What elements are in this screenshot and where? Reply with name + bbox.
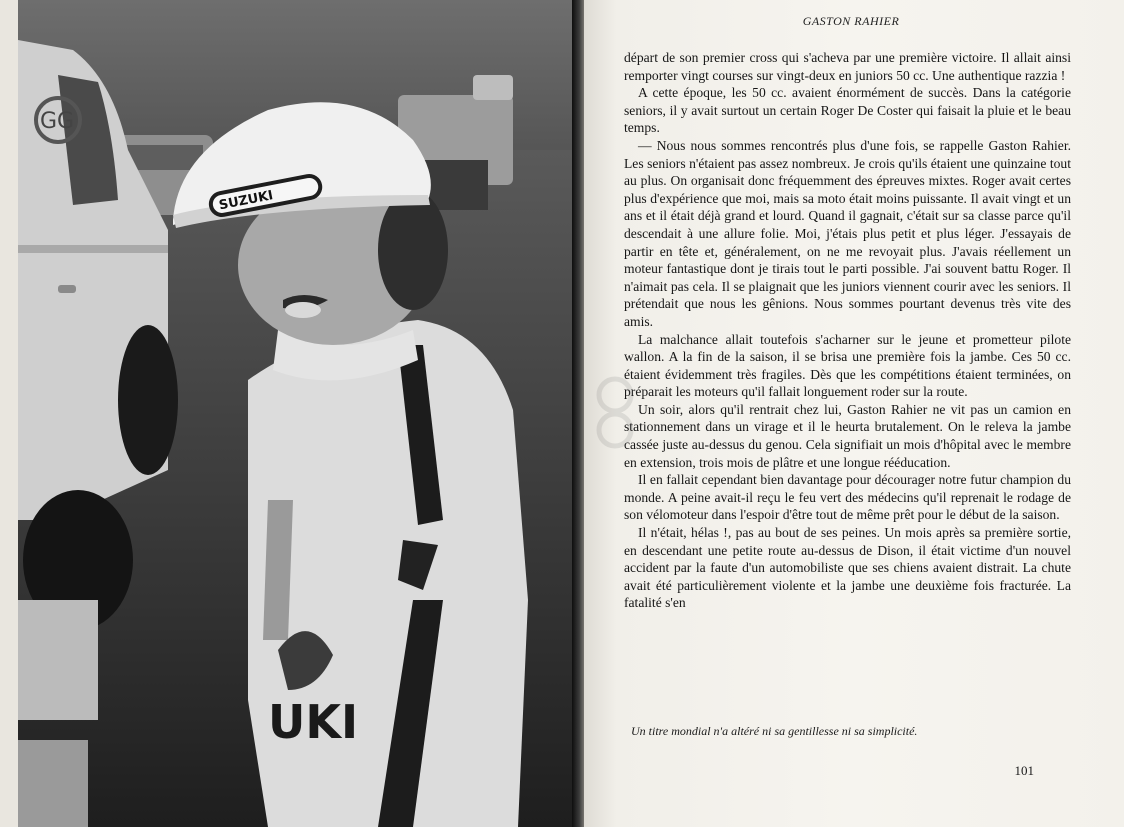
paragraph: Il n'était, hélas !, pas au bout de ses peines. Un mois après sa première sortie, en descendant une petite route au-dessus de Dison, il était victime d'un nouvel accident par la faute d'un automobiliste que ses chiens avaient distrait. La chute avait été particulièrement violente et la jambe une deuxième fois fracturée. La fatalité s'en	[624, 525, 1071, 611]
photo-illustration	[18, 0, 578, 827]
paragraph: départ de son premier cross qui s'acheva par une première victoire. Il allait ainsi remporter vingt courses sur vingt-deux en juniors 50 cc. Une authentique razzia !	[624, 50, 1071, 83]
page-number: 101	[1014, 763, 1034, 778]
jersey-lettering: UKI	[268, 695, 359, 749]
paragraph: — Nous nous sommes rencontrés plus d'une fois, se rappelle Gaston Rahier. Les seniors n'étaient pas assez nombreux. Je crois qu'ils étaient une quinzaine tout au plus. On organisait donc fréquemment des épreuves mixtes. Roger avait certes plus d'expérience que moi, mais sa moto était moins puissante. Il avait vingt et un ans et il était déjà grand et lourd. Quand il gagnait, c'était sur sa classe parce qu'il descendait à une allure folie. Moi, j'étais plus petit et plus léger. J'essayais de partir en tête et, généralement, on ne me revoyait plus. J'avais réellement un moteur fantastique dont je tirais tout le parti possible. J'ai souvent battu Roger. Il n'aimait pas cela. Il se plaignait que les juniors viennent courir avec les seniors. Il prétendait que nous les gênions. Nous sommes pourtant devenus très vite des amis.	[624, 137, 1071, 329]
paragraph: Il en fallait cependant bien davantage pour décourager notre futur champion du monde. A peine avait-il reçu le feu vert des médecins qu'il reprenait le rodage de son vélomoteur dans l'espoir d'être tout de même prêt pour le début de la saison.	[624, 472, 1071, 523]
running-head: GASTON RAHIER	[802, 14, 900, 28]
body-text	[624, 49, 1071, 612]
paragraph: A cette époque, les 50 cc. avaient énormément de succès. Dans la catégorie seniors, il y avait surtout un certain Roger De Coster qui faisait la pluie et le beau temps.	[624, 85, 1071, 136]
rider-photograph	[18, 0, 578, 827]
van-lettering: GG	[40, 109, 75, 134]
watermark-logo-icon	[595, 375, 635, 450]
right-page	[584, 0, 1124, 827]
paragraph: Un soir, alors qu'il rentrait chez lui, Gaston Rahier ne vit pas un camion en stationnement dans un virage et il le heurta brutalement. On le releva la jambe cassée juste au-dessus du genou. Cela signifiait un mois d'hôpital avec le membre en extension, trois mois de plâtre et une longue rééducation.	[624, 401, 1071, 470]
photo-caption: Un titre mondial n'a altéré ni sa gentillesse ni sa simplicité.	[631, 724, 918, 738]
cap-logo: SUZUKI	[217, 188, 275, 214]
paragraph: La malchance allait toutefois s'acharner sur le jeune et prometteur pilote wallon. A la fin de la saison, il se brisa une première fois la jambe. Ces 50 cc. étaient évidemment très fragiles. Dès que les compétitions étaient terminées, on préparait les moteurs qu'il fallait longuement roder sur la route.	[624, 331, 1071, 400]
